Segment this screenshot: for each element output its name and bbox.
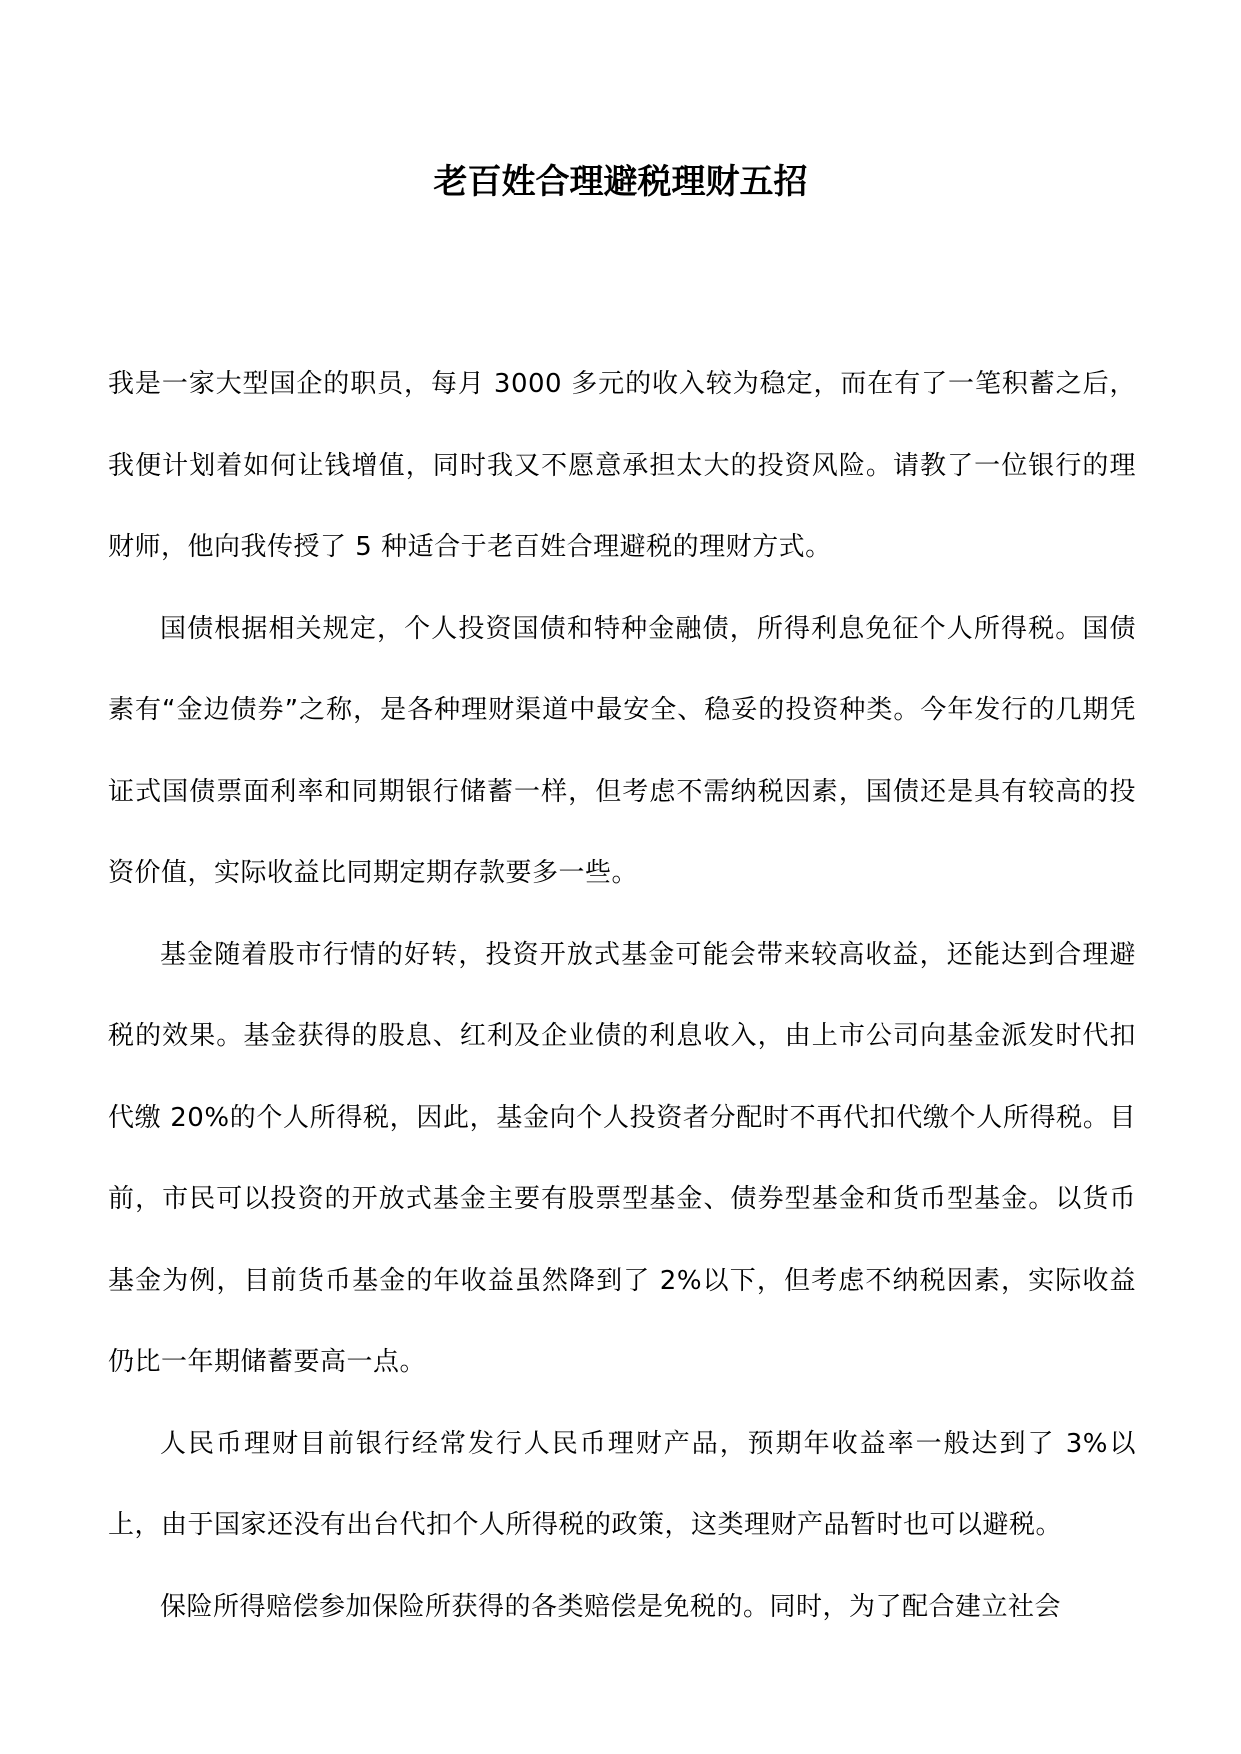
paragraph-treasury-bonds: 国债根据相关规定，个人投资国债和特种金融债，所得利息免征个人所得税。国债素有“金边债券”之称，是各种理财渠道中最安全、稳妥的投资种类。今年发行的几期凭证式国债票面利率和同期银行储蓄一样，但考虑不需纳税因素，国债还是具有较高的投资价值，实际收益比同期定期存款要多一些。 [108, 613, 1136, 888]
paragraph-rmb-wealth-products: 人民币理财目前银行经常发行人民币理财产品，预期年收益率一般达到了 3%以上，由于国家还没有出台代扣个人所得税的政策，这类理财产品暂时也可以避税。 [108, 1428, 1136, 1540]
paragraph-intro: 我是一家大型国企的职员，每月 3000 多元的收入较为稳定，而在有了一笔积蓄之后，我便计划着如何让钱增值，同时我又不愿意承担太大的投资风险。请教了一位银行的理财师，他向我传授了 5 种适合于老百姓合理避税的理财方式。 [108, 369, 1136, 562]
paragraph-insurance: 保险所得赔偿参加保险所获得的各类赔偿是免税的。同时，为了配合建立社会 [160, 1591, 1062, 1622]
document-title: 老百姓合理避税理财五招 [433, 162, 808, 202]
document-body [108, 344, 1136, 1648]
paragraph-funds: 基金随着股市行情的好转，投资开放式基金可能会带来较高收益，还能达到合理避税的效果。基金获得的股息、红利及企业债的利息收入，由上市公司向基金派发时代扣代缴 20%的个人所得税，因此，基金向个人投资者分配时不再代扣代缴个人所得税。目前，市民可以投资的开放式基金主要有股票型基金、债券型基金和货币型基金。以货币基金为例，目前货币基金的年收益虽然降到了 2%以下，但考虑不纳税因素，实际收益仍比一年期储蓄要高一点。 [108, 939, 1136, 1377]
